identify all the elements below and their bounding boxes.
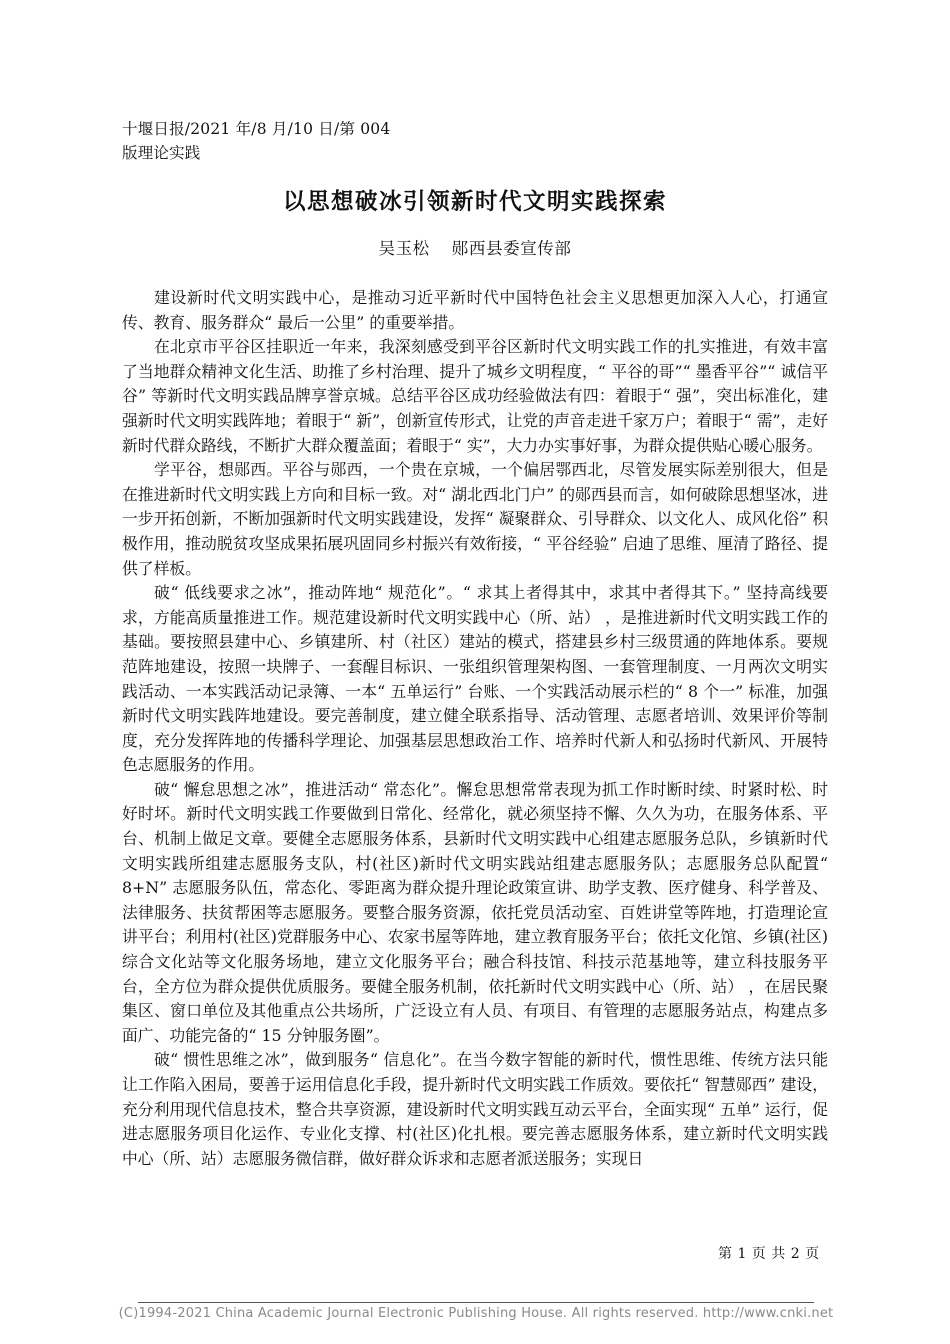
paragraph: 破“ 懈怠思想之冰”，推进活动“ 常态化”。懈怠思想常常表现为抓工作时断时续、时紧时松、时好时坏。新时代文明实践工作要做到日常化、经常化，就必须坚持不懈、久久为功，在服务体系、平台、机制上做足文章。要健全志愿服务体系，县新时代文明实践中心组建志愿服务总队，乡镇新时代文明实践所组建志愿服务支队，村(社区)新时代文明实践站组建志愿服务队；志愿服务总队配置“ 8+N” 志愿服务队伍，常态化、零距离为群众提升理论政策宣讲、助学支教、医疗健身、科学普及、法律服务、扶贫帮困等志愿服务。要整合服务资源，依托党员活动室、百姓讲堂等阵地，打造理论宣讲平台；利用村(社区)党群服务中心、农家书屋等阵地，建立教育服务平台；依托文化馆、乡镇(社区)综合文化站等文化服务场地，建立文化服务平台；融合科技馆、科技示范基地等，建立科技服务平台，全方位为群众提供优质服务。要健全服务机制，依托新时代文明实践中心（所、站） ，在居民聚集区、窗口单位及其他重点公共场所，广泛设立有人员、有项目、有管理的志愿服务站点，构建点多面广、功能完备的“ 15 分钟服务圈”。 xyxy=(122,779,828,1045)
source-line-1: 十堰日报/2021 年/8 月/10 日/第 004 xyxy=(122,120,391,138)
paragraph: 建设新时代文明实践中心，是推动习近平新时代中国特色社会主义思想更加深入人心，打通宣传、教育、服务群众“ 最后一公里” 的重要举措。 xyxy=(122,288,828,332)
article-body xyxy=(122,286,828,1171)
source-line-2: 版理论实践 xyxy=(122,144,201,162)
paragraph: 破“ 惯性思维之冰”，做到服务“ 信息化”。在当今数字智能的新时代，惯性思维、传统方法只能让工作陷入困局，要善于运用信息化手段，提升新时代文明实践工作质效。要依托“ 智慧郧西” 建设，充分利用现代信息技术，整合共享资源，建设新时代文明实践互动云平台，全面实现“ 五单” 运行，促进志愿服务项目化运作、专业化支撑、村(社区)化扎根。要完善志愿服务体系，建立新时代文明实践中心（所、站）志愿服务微信群，做好群众诉求和志愿者派送服务；实现日 xyxy=(122,1050,828,1168)
paragraph: 学平谷，想郧西。平谷与郧西，一个贵在京城，一个偏居鄂西北，尽管发展实际差别很大，但是在推进新时代文明实践上方向和目标一致。对“ 湖北西北门户” 的郧西县而言，如何破除思想坚冰，进一步开拓创新，不断加强新时代文明实践建设，发挥“ 凝聚群众、引导群众、以文化人、成风化俗” 积极作用，推动脱贫攻坚成果拓展巩固同乡村振兴有效衔接，“ 平谷经验” 启迪了思维、厘清了路径、提供了样板。 xyxy=(122,460,828,578)
author-name: 吴玉松 xyxy=(378,239,430,258)
paragraph: 在北京市平谷区挂职近一年来，我深刻感受到平谷区新时代文明实践工作的扎实推进，有效丰富了当地群众精神文化生活、助推了乡村治理、提升了城乡文明程度，“ 平谷的哥”“ 墨香平谷”“ 诚信平谷” 等新时代文明实践品牌享誉京城。总结平谷区成功经验做法有四：着眼于“ 强”，突出标准化，建强新时代文明实践阵地；着眼于“ 新”，创新宣传形式，让党的声音走进千家万户；着眼于“ 需”，走好新时代群众路线，不断扩大群众覆盖面；着眼于“ 实”，大力办实事好事，为群众提供贴心暖心服务。 xyxy=(122,337,828,455)
byline xyxy=(0,235,950,259)
page-number: 第 1 页 共 2 页 xyxy=(718,1246,820,1262)
author-organization: 郧西县委宣传部 xyxy=(451,239,572,258)
source-citation xyxy=(122,117,402,165)
footer-divider xyxy=(138,1302,814,1303)
article-title: 以思想破冰引领新时代文明实践探索 xyxy=(282,189,667,215)
copyright-footer: (C)1994-2021 China Academic Journal Electronic Publishing House. All rights reserved. http://www.cnki.net xyxy=(118,1306,834,1321)
paragraph: 破“ 低线要求之冰”，推动阵地“ 规范化”。“ 求其上者得其中，求其中者得其下。” 坚持高线要求，方能高质量推进工作。规范建设新时代文明实践中心（所、站） ，是推进新时代文明实践工作的基础。要按照县建中心、乡镇建所、村（社区）建站的模式，搭建县乡村三级贯通的阵地体系。要规范阵地建设，按照一块牌子、一套醒目标识、一张组织管理架构图、一套管理制度、一月两次文明实践活动、一本实践活动记录簿、一本“ 五单运行” 台账、一个实践活动展示栏的“ 8 个一” 标准，加强新时代文明实践阵地建设。要完善制度，建立健全联系指导、活动管理、志愿者培训、效果评价等制度，充分发挥阵地的传播科学理论、加强基层思想政治工作、培养时代新人和弘扬时代新风、开展特色志愿服务的作用。 xyxy=(122,583,828,775)
